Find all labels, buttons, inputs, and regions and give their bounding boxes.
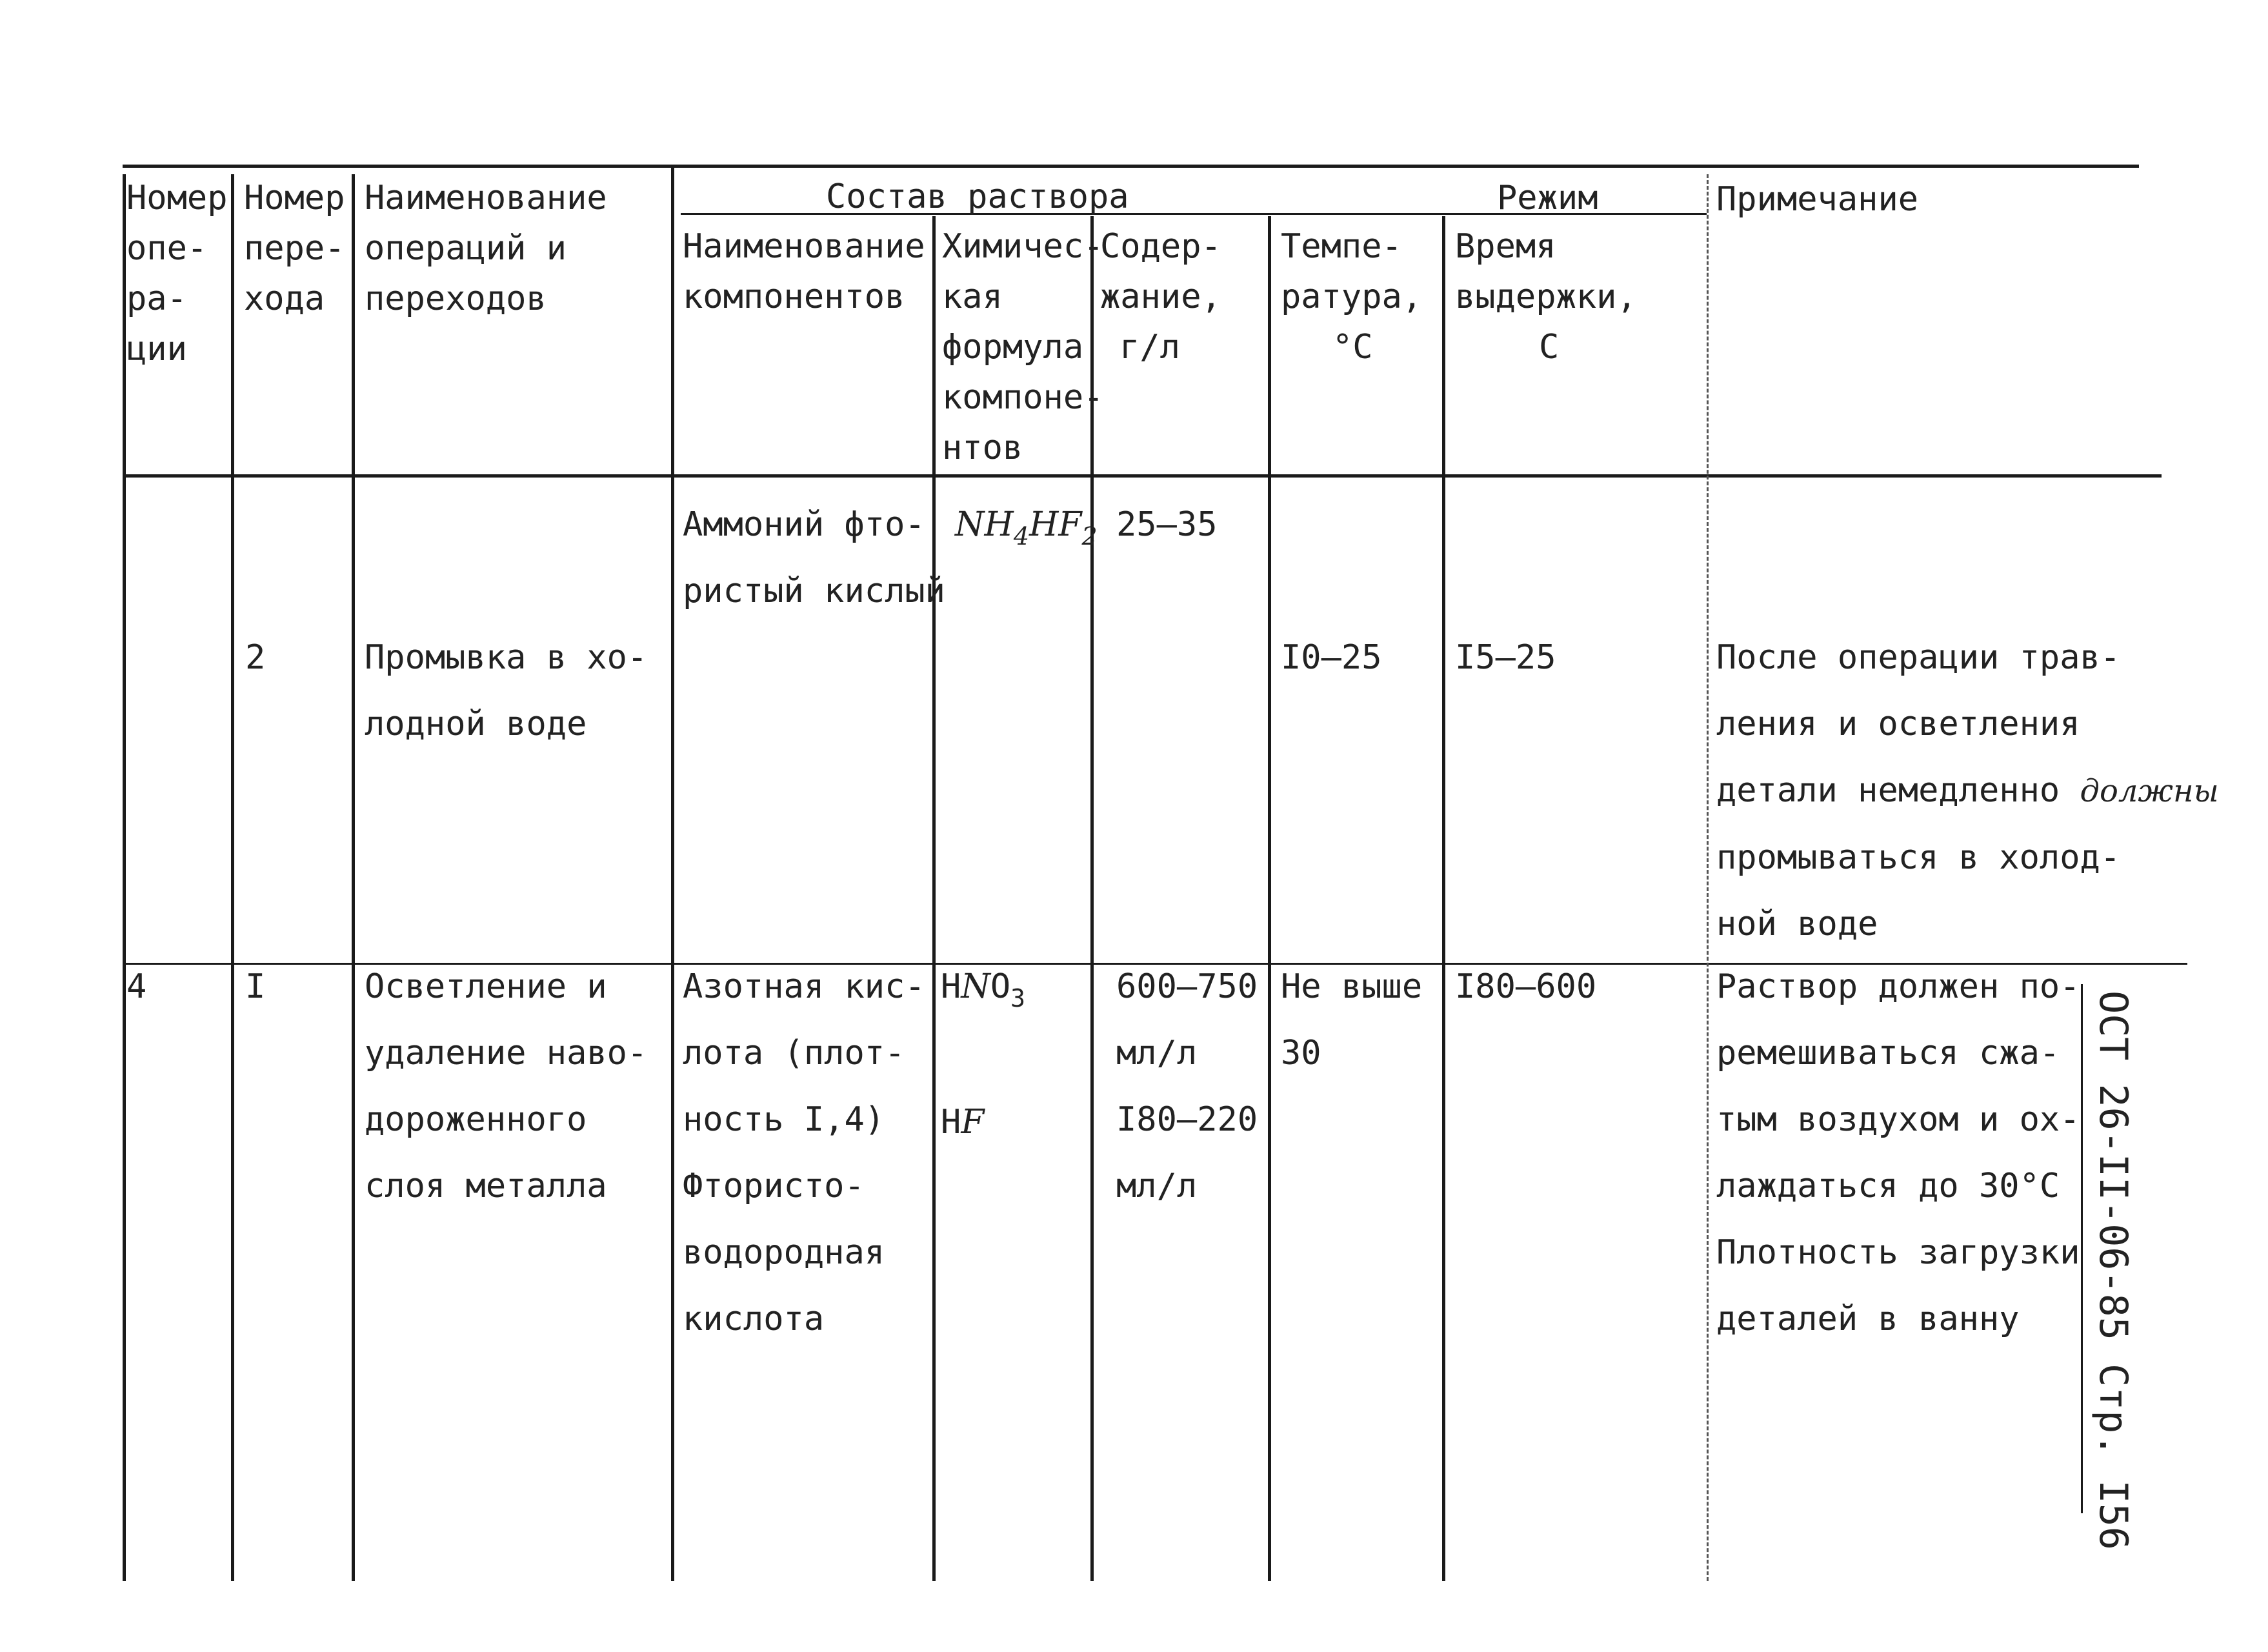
col-line-4	[932, 216, 936, 1581]
hdr-note: Примечание	[1716, 180, 1919, 219]
col-line-6	[1268, 216, 1271, 1581]
col-line-3	[671, 168, 674, 1581]
hdr-content: Содер- жание, г/л	[1100, 227, 1221, 367]
prev-component: Аммоний фто- ристый кислый	[683, 505, 945, 610]
r2-time: I5–25	[1455, 638, 1556, 677]
r3-operation-name: Осветление и удаление наво- дороженного слоя металла	[365, 967, 648, 1205]
hdr-transition-no: Номер пере- хода	[244, 179, 345, 318]
col-line-1	[231, 174, 234, 1581]
hdr-component-name: Наименование компонентов	[683, 227, 925, 316]
hdr-mode: Режим	[1497, 179, 1598, 217]
table-top-rule	[123, 165, 2139, 168]
hdr-time: Время выдержки, С	[1455, 227, 1637, 367]
col-line-0	[123, 174, 126, 1581]
r3-formulas: $HNO_3$ HF	[941, 967, 1026, 1142]
r2-temperature: I0–25	[1281, 638, 1382, 677]
prev-formula: $NH_4HF_2$	[955, 505, 1098, 550]
prev-content: 25–35	[1116, 505, 1218, 544]
r2-operation-name: Промывка в хо- лодной воде	[365, 638, 648, 743]
r3-note: Раствор должен по- ремешиваться сжа- тым воздухом и ох- лаждаться до 30°С Плотность загрузки деталей в ванну	[1716, 967, 2080, 1338]
col-line-2	[352, 174, 355, 1581]
r2-note-handwritten: должны	[2080, 773, 2219, 809]
r2-note: После операции трав- ления и осветления детали немедленно должны промываться в холод- ной воде	[1716, 638, 2219, 943]
r3-temperature: Не выше 30	[1281, 967, 1423, 1073]
r3-operation-no: 4	[126, 967, 147, 1006]
header-bottom-rule	[123, 474, 2162, 478]
r3-time: I80–600	[1455, 967, 1597, 1006]
col-line-8	[1707, 174, 1709, 1581]
hdr-formula: Химичес- кая формула компоне- нтов	[942, 227, 1104, 467]
col-line-7	[1442, 216, 1445, 1581]
hdr-composition: Состав раствора	[826, 177, 1129, 216]
r2-transition-no: 2	[245, 638, 266, 677]
stamp-rule	[2081, 984, 2083, 1513]
hdr-operation-name: Наименование операций и переходов	[365, 179, 607, 318]
r3-transition-no: I	[245, 967, 266, 1006]
hdr-temperature: Темпе- ратура, °С	[1281, 227, 1423, 367]
document-stamp: ОСТ 26-II-06-85 Стр. I56	[2091, 991, 2136, 1550]
hdr-op-no: Номер опе- ра- ции	[126, 179, 228, 368]
r3-components: Азотная кис- лота (плот- ность I,4) Фтористо- водородная кислота	[683, 967, 925, 1338]
r3-content: 600–750 мл/л I80–220 мл/л	[1116, 967, 1258, 1205]
